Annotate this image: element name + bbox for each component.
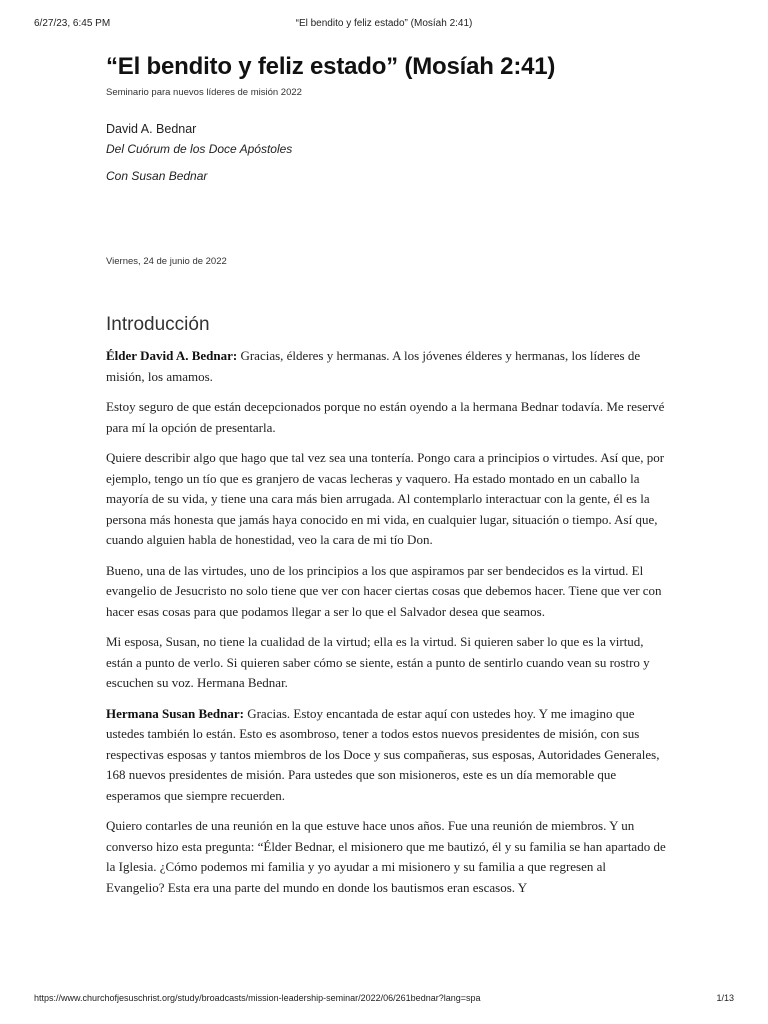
print-page-title: “El bendito y feliz estado” (Mosíah 2:41) xyxy=(295,18,473,29)
paragraph xyxy=(106,561,666,623)
paragraph xyxy=(106,816,666,898)
paragraph-text: Gracias, élderes y hermanas. A los jóvenes élderes y hermanas, los líderes de misión, los amamos. xyxy=(106,348,641,384)
article-body xyxy=(106,346,666,898)
paragraph-text: Bueno, una de las virtudes, uno de los principios a los que aspiramos par ser bendecidos es la virtud. El evangelio de Jesucristo no solo tiene que ver con hacer ciertas cosas que debemos hacer. Tiene que ver con hacer esas cosas para que podamos llegar a ser lo que el Salvador desea que seamos. xyxy=(106,562,662,619)
paragraph xyxy=(106,397,666,438)
author-calling: Del Cuórum de los Doce Apóstoles xyxy=(106,142,293,156)
paragraph-text: Mi esposa, Susan, no tiene la cualidad de la virtud; ella es la virtud. Si quieren saber lo que es la virtud, están a punto de verlo. Si quieren saber cómo se siente, están a punto de sentirlo cuando vean su rostro y escuchen su voz. Hermana Bednar. xyxy=(106,634,650,690)
paragraph-text: Estoy seguro de que están decepcionados porque no están oyendo a la hermana Bednar todavía. Me reservé para mí la opción de presentarla. xyxy=(106,399,665,435)
print-datetime: 6/27/23, 6:45 PM xyxy=(34,18,111,29)
article xyxy=(106,50,666,908)
article-title: “El bendito y feliz estado” (Mosíah 2:41) xyxy=(106,53,556,80)
article-subtitle: Seminario para nuevos líderes de misión 2022 xyxy=(106,87,302,98)
paragraph xyxy=(106,346,666,387)
paragraph-text: Quiere describir algo que hago que tal vez sea una tontería. Pongo cara a principios o virtudes. Así que, por ejemplo, tengo un tío que es granjero de vacas lecheras y vaquero. Ha estado montado en un caballo la mayoría de su vida, y tiene una cara más bien arrugada. Al contemplarlo interactuar con la gente, él es la persona más honesta que jamás haya conocido en mi vida, en cualquier lugar, situación o tiempo. Así que, cuando alguien habla de honestidad, veo la cara de mi tío Don. xyxy=(106,450,665,547)
paragraph-text: Quiero contarles de una reunión en la que estuve hace unos años. Fue una reunión de miembros. Y un converso hizo esta pregunta: “Élder Bednar, el misionero que me bautizó, él y su familia se han apartado de la Iglesia. ¿Cómo podemos mi familia y yo ayudar a mi misionero y su familia a que regresen al Evangelio? Esta era una parte del mundo en donde los bautismos eran escasos. Y xyxy=(106,818,666,895)
talk-date: Viernes, 24 de junio de 2022 xyxy=(106,256,227,267)
speaker-name: Élder David A. Bednar: xyxy=(106,348,238,363)
paragraph-text: Gracias. Estoy encantada de estar aquí con ustedes hoy. Y me imagino que ustedes también lo están. Esto es asombroso, tener a todos estos nuevos presidentes de misión, con sus respectivas esposas y tantos miembros de los Doce y sus compañeras, sus esposas, Autoridades Generales, 168 nuevos presidentes de misión. Para ustedes que son misioneros, este es un día memorable que esperamos que siempre recuerden. xyxy=(106,705,660,803)
paragraph xyxy=(106,704,666,807)
page-number: 1/13 xyxy=(716,993,734,1003)
print-header xyxy=(34,18,734,32)
print-footer xyxy=(34,993,734,1007)
author-name: David A. Bednar xyxy=(106,122,197,136)
section-heading: Introducción xyxy=(106,314,210,335)
co-author: Con Susan Bednar xyxy=(106,169,208,183)
speaker-name: Hermana Susan Bednar: xyxy=(106,705,244,721)
paragraph xyxy=(106,448,666,551)
paragraph xyxy=(106,632,666,694)
print-url: https://www.churchofjesuschrist.org/study/broadcasts/mission-leadership-seminar/2022/06/261bednar?lang=spa xyxy=(34,993,481,1003)
